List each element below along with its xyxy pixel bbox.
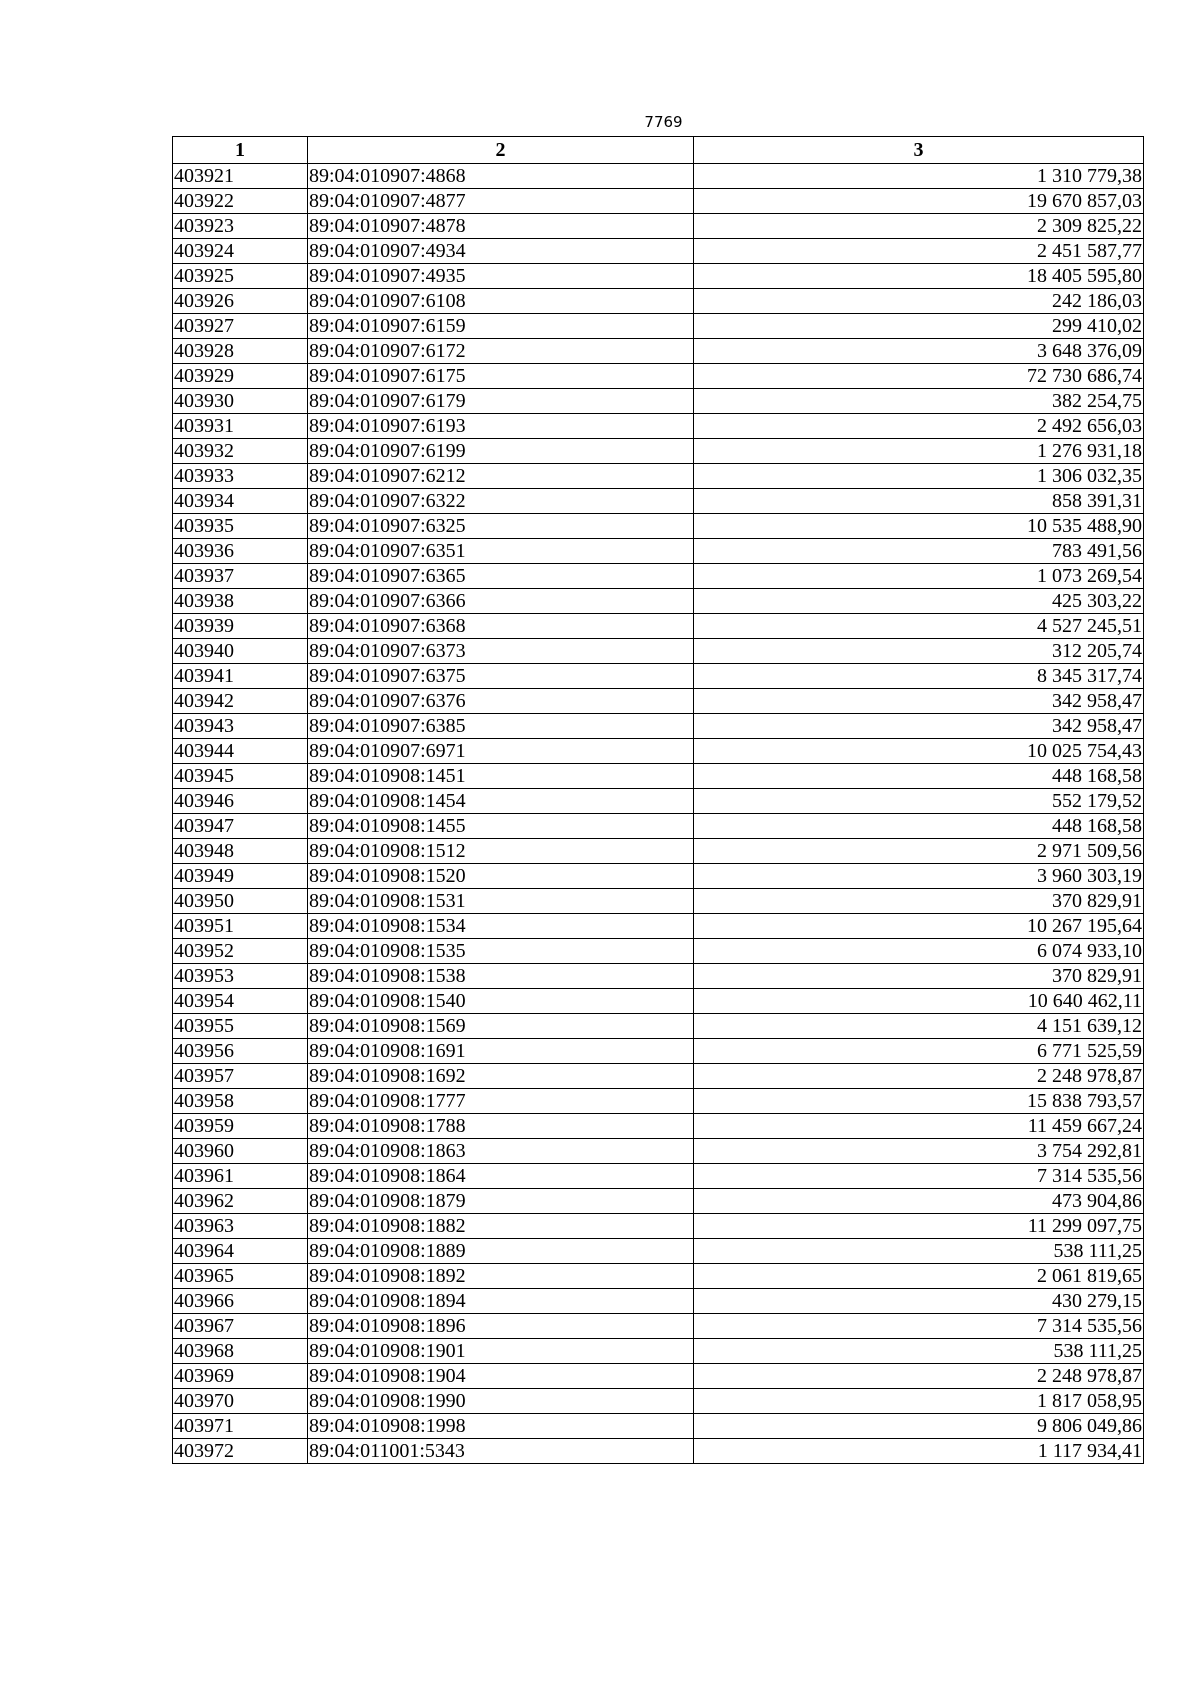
cadastral-number-cell: 89:04:010907:6376	[308, 689, 694, 714]
row-number-cell: 403970	[173, 1389, 308, 1414]
cadastral-number-cell: 89:04:010908:1879	[308, 1189, 694, 1214]
cadastral-number-cell: 89:04:010907:6375	[308, 664, 694, 689]
value-cell: 552 179,52	[694, 789, 1144, 814]
row-number-cell: 403922	[173, 189, 308, 214]
table-row	[173, 639, 1144, 664]
table-row	[173, 1339, 1144, 1364]
table-row	[173, 664, 1144, 689]
row-number-cell: 403923	[173, 214, 308, 239]
value-cell: 10 267 195,64	[694, 914, 1144, 939]
value-cell: 2 061 819,65	[694, 1264, 1144, 1289]
row-number-cell: 403928	[173, 339, 308, 364]
value-cell: 2 309 825,22	[694, 214, 1144, 239]
value-cell: 1 817 058,95	[694, 1389, 1144, 1414]
table-row	[173, 1214, 1144, 1239]
table-row	[173, 789, 1144, 814]
row-number-cell: 403932	[173, 439, 308, 464]
row-number-cell: 403937	[173, 564, 308, 589]
value-cell: 2 451 587,77	[694, 239, 1144, 264]
cadastral-number-cell: 89:04:010908:1691	[308, 1039, 694, 1064]
table-row	[173, 339, 1144, 364]
table-row	[173, 989, 1144, 1014]
table-row	[173, 864, 1144, 889]
cadastral-number-cell: 89:04:010907:6108	[308, 289, 694, 314]
row-number-cell: 403967	[173, 1314, 308, 1339]
row-number-cell: 403947	[173, 814, 308, 839]
row-number-cell: 403966	[173, 1289, 308, 1314]
value-cell: 342 958,47	[694, 714, 1144, 739]
row-number-cell: 403955	[173, 1014, 308, 1039]
cadastral-number-cell: 89:04:010908:1901	[308, 1339, 694, 1364]
table-row	[173, 739, 1144, 764]
cadastral-number-cell: 89:04:010907:6351	[308, 539, 694, 564]
cadastral-number-cell: 89:04:010908:1569	[308, 1014, 694, 1039]
cadastral-number-cell: 89:04:010907:6325	[308, 514, 694, 539]
table-row	[173, 1239, 1144, 1264]
row-number-cell: 403956	[173, 1039, 308, 1064]
table-row	[173, 164, 1144, 189]
cadastral-number-cell: 89:04:010908:1531	[308, 889, 694, 914]
cadastral-number-cell: 89:04:010907:4868	[308, 164, 694, 189]
table-row	[173, 914, 1144, 939]
value-cell: 11 299 097,75	[694, 1214, 1144, 1239]
row-number-cell: 403939	[173, 614, 308, 639]
value-cell: 6 771 525,59	[694, 1039, 1144, 1064]
table-header-row	[173, 137, 1144, 164]
row-number-cell: 403948	[173, 839, 308, 864]
row-number-cell: 403971	[173, 1414, 308, 1439]
cadastral-number-cell: 89:04:010907:6971	[308, 739, 694, 764]
value-cell: 19 670 857,03	[694, 189, 1144, 214]
value-cell: 858 391,31	[694, 489, 1144, 514]
value-cell: 7 314 535,56	[694, 1164, 1144, 1189]
cadastral-number-cell: 89:04:011001:5343	[308, 1439, 694, 1464]
row-number-cell: 403926	[173, 289, 308, 314]
value-cell: 783 491,56	[694, 539, 1144, 564]
cadastral-number-cell: 89:04:010907:6175	[308, 364, 694, 389]
cadastral-number-cell: 89:04:010907:6322	[308, 489, 694, 514]
value-cell: 2 492 656,03	[694, 414, 1144, 439]
cadastral-number-cell: 89:04:010908:1777	[308, 1089, 694, 1114]
table-row	[173, 1364, 1144, 1389]
table-row	[173, 1439, 1144, 1464]
table-row	[173, 514, 1144, 539]
value-cell: 2 248 978,87	[694, 1364, 1144, 1389]
value-cell: 10 640 462,11	[694, 989, 1144, 1014]
cadastral-number-cell: 89:04:010908:1455	[308, 814, 694, 839]
table-row	[173, 1264, 1144, 1289]
row-number-cell: 403969	[173, 1364, 308, 1389]
value-cell: 370 829,91	[694, 889, 1144, 914]
value-cell: 10 025 754,43	[694, 739, 1144, 764]
cadastral-number-cell: 89:04:010908:1998	[308, 1414, 694, 1439]
value-cell: 2 248 978,87	[694, 1064, 1144, 1089]
row-number-cell: 403953	[173, 964, 308, 989]
cadastral-number-cell: 89:04:010907:4935	[308, 264, 694, 289]
cadastral-number-cell: 89:04:010908:1889	[308, 1239, 694, 1264]
table-row	[173, 414, 1144, 439]
cadastral-number-cell: 89:04:010908:1692	[308, 1064, 694, 1089]
value-cell: 370 829,91	[694, 964, 1144, 989]
value-cell: 4 527 245,51	[694, 614, 1144, 639]
table-row	[173, 289, 1144, 314]
column-header-3: 3	[694, 137, 1144, 164]
row-number-cell: 403962	[173, 1189, 308, 1214]
table-row	[173, 314, 1144, 339]
row-number-cell: 403960	[173, 1139, 308, 1164]
cadastral-value-table	[172, 136, 1144, 1464]
value-cell: 11 459 667,24	[694, 1114, 1144, 1139]
row-number-cell: 403925	[173, 264, 308, 289]
table-row	[173, 189, 1144, 214]
table-row	[173, 1289, 1144, 1314]
cadastral-number-cell: 89:04:010907:6373	[308, 639, 694, 664]
cadastral-number-cell: 89:04:010908:1535	[308, 939, 694, 964]
cadastral-number-cell: 89:04:010908:1904	[308, 1364, 694, 1389]
value-cell: 4 151 639,12	[694, 1014, 1144, 1039]
table-row	[173, 689, 1144, 714]
row-number-cell: 403940	[173, 639, 308, 664]
table-row	[173, 564, 1144, 589]
cadastral-number-cell: 89:04:010908:1512	[308, 839, 694, 864]
cadastral-number-cell: 89:04:010907:6172	[308, 339, 694, 364]
table-row	[173, 264, 1144, 289]
value-cell: 1 310 779,38	[694, 164, 1144, 189]
value-cell: 7 314 535,56	[694, 1314, 1144, 1339]
value-cell: 430 279,15	[694, 1289, 1144, 1314]
page-number: 7769	[644, 113, 683, 131]
table-row	[173, 364, 1144, 389]
table-row	[173, 464, 1144, 489]
cadastral-number-cell: 89:04:010907:6366	[308, 589, 694, 614]
value-cell: 3 754 292,81	[694, 1139, 1144, 1164]
row-number-cell: 403964	[173, 1239, 308, 1264]
value-cell: 473 904,86	[694, 1189, 1144, 1214]
table-row	[173, 939, 1144, 964]
row-number-cell: 403943	[173, 714, 308, 739]
table-row	[173, 539, 1144, 564]
table-row	[173, 1039, 1144, 1064]
cadastral-number-cell: 89:04:010908:1454	[308, 789, 694, 814]
cadastral-number-cell: 89:04:010908:1451	[308, 764, 694, 789]
cadastral-number-cell: 89:04:010908:1534	[308, 914, 694, 939]
cadastral-number-cell: 89:04:010907:4877	[308, 189, 694, 214]
table-row	[173, 1389, 1144, 1414]
row-number-cell: 403965	[173, 1264, 308, 1289]
value-cell: 448 168,58	[694, 764, 1144, 789]
row-number-cell: 403929	[173, 364, 308, 389]
table-row	[173, 1114, 1144, 1139]
row-number-cell: 403949	[173, 864, 308, 889]
cadastral-number-cell: 89:04:010907:6368	[308, 614, 694, 639]
cadastral-number-cell: 89:04:010907:6212	[308, 464, 694, 489]
table-row	[173, 1139, 1144, 1164]
cadastral-number-cell: 89:04:010908:1540	[308, 989, 694, 1014]
cadastral-number-cell: 89:04:010908:1894	[308, 1289, 694, 1314]
cadastral-number-cell: 89:04:010908:1896	[308, 1314, 694, 1339]
value-cell: 425 303,22	[694, 589, 1144, 614]
table-row	[173, 814, 1144, 839]
table-row	[173, 1064, 1144, 1089]
cadastral-number-cell: 89:04:010908:1538	[308, 964, 694, 989]
row-number-cell: 403931	[173, 414, 308, 439]
value-cell: 3 648 376,09	[694, 339, 1144, 364]
row-number-cell: 403957	[173, 1064, 308, 1089]
row-number-cell: 403972	[173, 1439, 308, 1464]
table-row	[173, 1314, 1144, 1339]
value-cell: 72 730 686,74	[694, 364, 1144, 389]
table-row	[173, 589, 1144, 614]
row-number-cell: 403935	[173, 514, 308, 539]
cadastral-number-cell: 89:04:010907:6193	[308, 414, 694, 439]
value-cell: 312 205,74	[694, 639, 1144, 664]
column-header-1: 1	[173, 137, 308, 164]
row-number-cell: 403945	[173, 764, 308, 789]
table-row	[173, 1164, 1144, 1189]
cadastral-number-cell: 89:04:010907:4878	[308, 214, 694, 239]
value-cell: 8 345 317,74	[694, 664, 1144, 689]
value-cell: 299 410,02	[694, 314, 1144, 339]
table-row	[173, 889, 1144, 914]
value-cell: 1 117 934,41	[694, 1439, 1144, 1464]
value-cell: 1 276 931,18	[694, 439, 1144, 464]
value-cell: 382 254,75	[694, 389, 1144, 414]
row-number-cell: 403958	[173, 1089, 308, 1114]
cadastral-number-cell: 89:04:010907:6199	[308, 439, 694, 464]
row-number-cell: 403934	[173, 489, 308, 514]
cadastral-number-cell: 89:04:010908:1864	[308, 1164, 694, 1189]
row-number-cell: 403954	[173, 989, 308, 1014]
value-cell: 3 960 303,19	[694, 864, 1144, 889]
value-cell: 6 074 933,10	[694, 939, 1144, 964]
cadastral-number-cell: 89:04:010907:6365	[308, 564, 694, 589]
table-row	[173, 489, 1144, 514]
cadastral-number-cell: 89:04:010908:1520	[308, 864, 694, 889]
cadastral-number-cell: 89:04:010907:4934	[308, 239, 694, 264]
table-row	[173, 1089, 1144, 1114]
table-row	[173, 964, 1144, 989]
table-row	[173, 1414, 1144, 1439]
row-number-cell: 403942	[173, 689, 308, 714]
table-row	[173, 839, 1144, 864]
row-number-cell: 403968	[173, 1339, 308, 1364]
table-row	[173, 764, 1144, 789]
row-number-cell: 403938	[173, 589, 308, 614]
row-number-cell: 403961	[173, 1164, 308, 1189]
table-row	[173, 214, 1144, 239]
cadastral-number-cell: 89:04:010907:6159	[308, 314, 694, 339]
value-cell: 448 168,58	[694, 814, 1144, 839]
table-row	[173, 239, 1144, 264]
table-row	[173, 439, 1144, 464]
row-number-cell: 403930	[173, 389, 308, 414]
table-row	[173, 389, 1144, 414]
value-cell: 538 111,25	[694, 1339, 1144, 1364]
value-cell: 1 306 032,35	[694, 464, 1144, 489]
cadastral-number-cell: 89:04:010908:1863	[308, 1139, 694, 1164]
value-cell: 10 535 488,90	[694, 514, 1144, 539]
cadastral-number-cell: 89:04:010907:6385	[308, 714, 694, 739]
row-number-cell: 403950	[173, 889, 308, 914]
cadastral-number-cell: 89:04:010908:1990	[308, 1389, 694, 1414]
row-number-cell: 403946	[173, 789, 308, 814]
row-number-cell: 403944	[173, 739, 308, 764]
cadastral-number-cell: 89:04:010908:1882	[308, 1214, 694, 1239]
row-number-cell: 403963	[173, 1214, 308, 1239]
table-row	[173, 714, 1144, 739]
value-cell: 1 073 269,54	[694, 564, 1144, 589]
row-number-cell: 403927	[173, 314, 308, 339]
value-cell: 538 111,25	[694, 1239, 1144, 1264]
row-number-cell: 403951	[173, 914, 308, 939]
row-number-cell: 403936	[173, 539, 308, 564]
cadastral-number-cell: 89:04:010908:1892	[308, 1264, 694, 1289]
row-number-cell: 403921	[173, 164, 308, 189]
row-number-cell: 403941	[173, 664, 308, 689]
table-body	[173, 164, 1144, 1464]
row-number-cell: 403959	[173, 1114, 308, 1139]
value-cell: 2 971 509,56	[694, 839, 1144, 864]
value-cell: 18 405 595,80	[694, 264, 1144, 289]
value-cell: 242 186,03	[694, 289, 1144, 314]
cadastral-number-cell: 89:04:010907:6179	[308, 389, 694, 414]
column-header-2: 2	[308, 137, 694, 164]
row-number-cell: 403933	[173, 464, 308, 489]
row-number-cell: 403924	[173, 239, 308, 264]
row-number-cell: 403952	[173, 939, 308, 964]
value-cell: 15 838 793,57	[694, 1089, 1144, 1114]
cadastral-number-cell: 89:04:010908:1788	[308, 1114, 694, 1139]
value-cell: 342 958,47	[694, 689, 1144, 714]
table-row	[173, 1189, 1144, 1214]
table-row	[173, 614, 1144, 639]
table-row	[173, 1014, 1144, 1039]
value-cell: 9 806 049,86	[694, 1414, 1144, 1439]
